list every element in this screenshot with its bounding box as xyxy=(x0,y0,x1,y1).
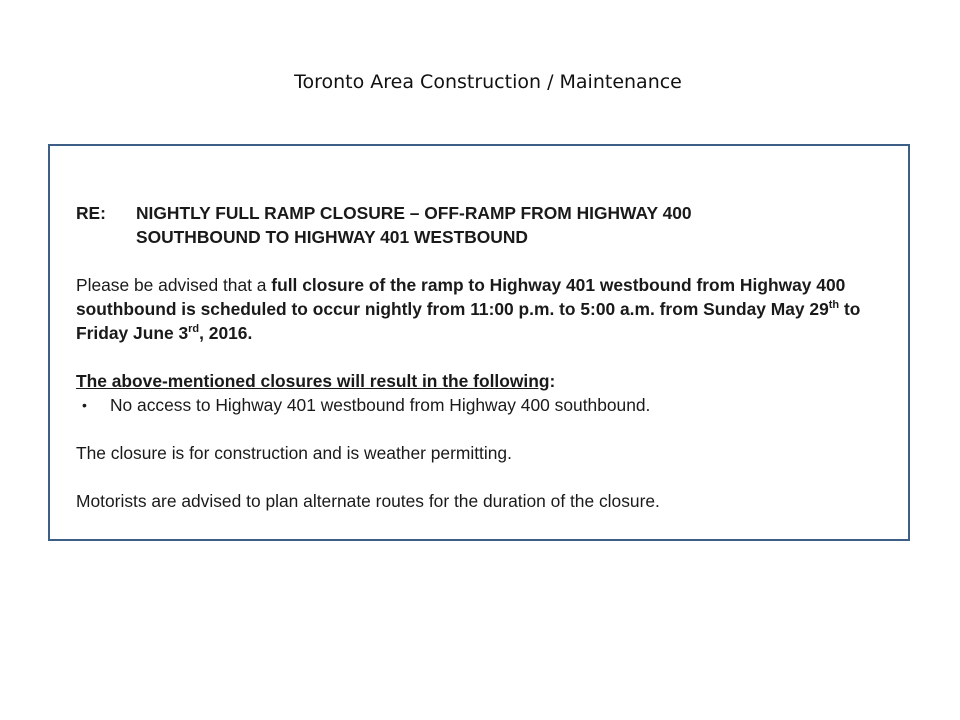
re-line xyxy=(76,201,896,249)
results-section xyxy=(76,369,896,417)
re-label: RE: xyxy=(76,203,106,223)
re-subject xyxy=(136,201,896,249)
bullet-text: No access to Highway 401 westbound from Highway 400 southbound. xyxy=(110,395,651,415)
re-subject-line-1: NIGHTLY FULL RAMP CLOSURE – OFF-RAMP FROM HIGHWAY 400 xyxy=(136,203,692,223)
results-heading-colon: : xyxy=(549,371,556,391)
advisory-mid: to Friday June 3 xyxy=(76,299,861,343)
notice-box xyxy=(48,144,910,541)
closure-note: The closure is for construction and is weather permitting. xyxy=(76,443,512,463)
bullet-icon: • xyxy=(82,397,87,413)
advisory-sup-rd: rd xyxy=(188,323,200,336)
advisory-end: , 2016. xyxy=(199,323,253,343)
advisory-intro: Please be advised that a xyxy=(76,275,272,295)
results-heading xyxy=(76,369,896,393)
advisory-paragraph xyxy=(76,273,896,345)
slide-title: Toronto Area Construction / Maintenance xyxy=(294,71,682,93)
list-item xyxy=(76,393,896,417)
advisory-sup-th: th xyxy=(828,299,840,312)
advisory-bold-main: full closure of the ramp to Highway 401 westbound from Highway 400 southbound is scheduled to occur nightly from 11:00 p.m. to 5:00 a.m. from Sunday May 29 xyxy=(76,275,846,319)
notice-content xyxy=(76,201,896,513)
re-subject-line-2: SOUTHBOUND TO HIGHWAY 401 WESTBOUND xyxy=(136,227,528,247)
results-heading-text: The above-mentioned closures will result in the following xyxy=(76,371,550,391)
motorists-note: Motorists are advised to plan alternate routes for the duration of the closure. xyxy=(76,491,660,511)
